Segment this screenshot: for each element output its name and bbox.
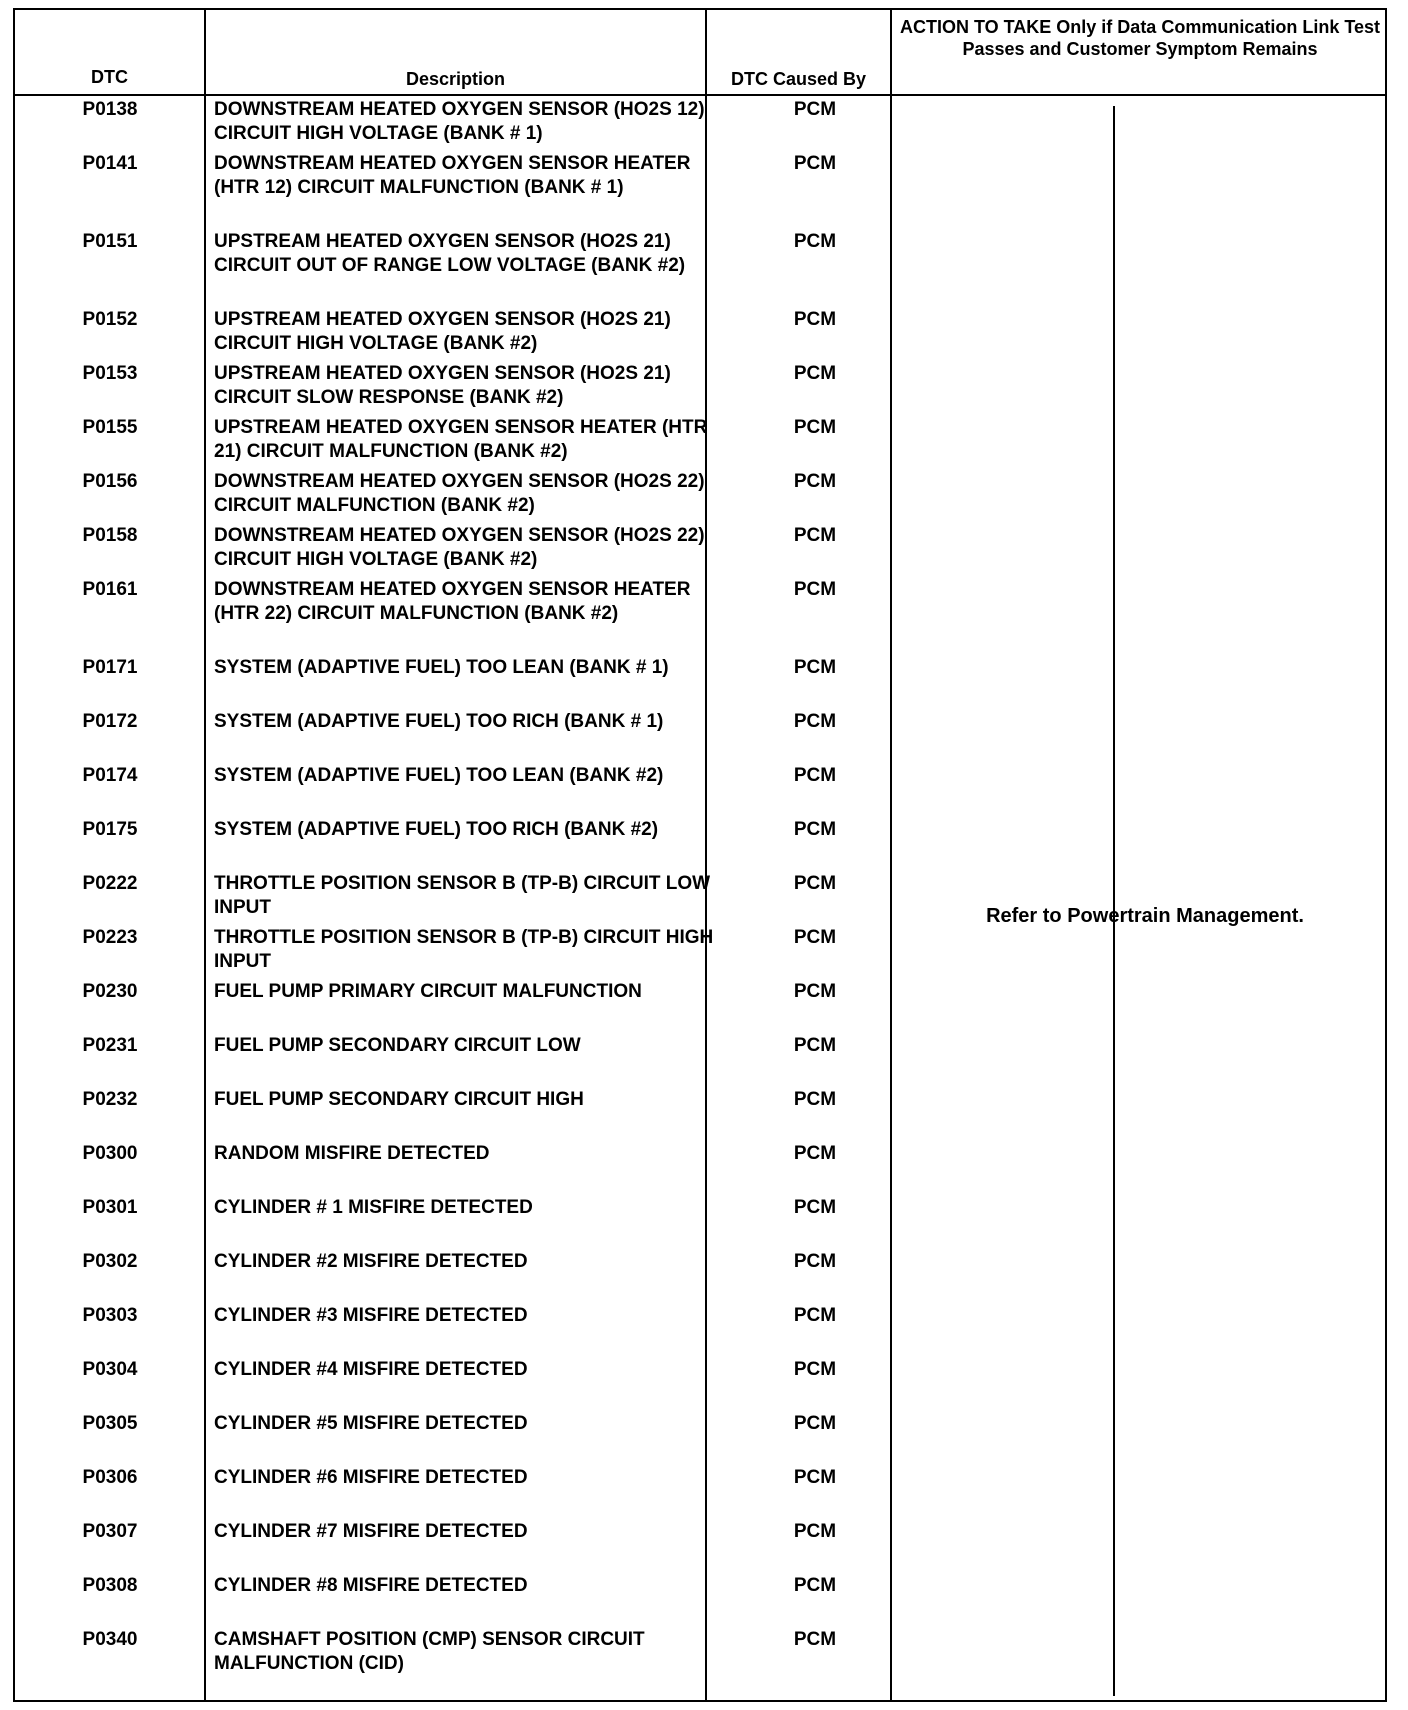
- dtc-code: P0138: [82, 99, 138, 120]
- dtc-code: P0151: [82, 231, 138, 252]
- dtc-code: P0302: [82, 1251, 138, 1272]
- dtc-description: UPSTREAM HEATED OXYGEN SENSOR (HO2S 21) CIRCUIT SLOW RESPONSE (BANK #2): [214, 363, 671, 408]
- dtc-code: P0153: [82, 363, 138, 384]
- dtc-caused-by: PCM: [793, 363, 837, 384]
- dtc-caused-by: PCM: [793, 1251, 837, 1272]
- dtc-description: THROTTLE POSITION SENSOR B (TP-B) CIRCUIT LOW INPUT: [214, 873, 711, 918]
- header-caused-by: DTC Caused By: [730, 69, 867, 89]
- dtc-caused-by: PCM: [793, 1467, 837, 1488]
- dtc-description: DOWNSTREAM HEATED OXYGEN SENSOR (HO2S 22) CIRCUIT MALFUNCTION (BANK #2): [214, 471, 705, 516]
- dtc-description: CYLINDER #4 MISFIRE DETECTED: [214, 1359, 528, 1380]
- dtc-caused-by: PCM: [793, 711, 837, 732]
- header-description: Description: [405, 69, 506, 89]
- dtc-caused-by: PCM: [793, 309, 837, 330]
- dtc-description: CYLINDER # 1 MISFIRE DETECTED: [214, 1197, 533, 1218]
- dtc-caused-by: PCM: [793, 873, 837, 894]
- dtc-description: FUEL PUMP SECONDARY CIRCUIT LOW: [214, 1035, 581, 1056]
- dtc-caused-by: PCM: [793, 1629, 837, 1650]
- dtc-caused-by: PCM: [793, 1089, 837, 1110]
- dtc-code: P0175: [82, 819, 138, 840]
- dtc-code: P0172: [82, 711, 138, 732]
- header-divider: [15, 94, 1385, 96]
- dtc-caused-by: PCM: [793, 1521, 837, 1542]
- dtc-code: P0174: [82, 765, 138, 786]
- dtc-description: SYSTEM (ADAPTIVE FUEL) TOO RICH (BANK # 1): [214, 711, 664, 732]
- dtc-description: SYSTEM (ADAPTIVE FUEL) TOO LEAN (BANK # 1): [214, 657, 669, 678]
- dtc-description: UPSTREAM HEATED OXYGEN SENSOR (HO2S 21) CIRCUIT HIGH VOLTAGE (BANK #2): [214, 309, 671, 354]
- dtc-caused-by: PCM: [793, 153, 837, 174]
- dtc-caused-by: PCM: [793, 657, 837, 678]
- dtc-caused-by: PCM: [793, 1413, 837, 1434]
- dtc-description: RANDOM MISFIRE DETECTED: [214, 1143, 490, 1164]
- dtc-description: DOWNSTREAM HEATED OXYGEN SENSOR (HO2S 22) CIRCUIT HIGH VOLTAGE (BANK #2): [214, 525, 705, 570]
- dtc-caused-by: PCM: [793, 1575, 837, 1596]
- dtc-description: CYLINDER #6 MISFIRE DETECTED: [214, 1467, 528, 1488]
- dtc-code: P0305: [82, 1413, 138, 1434]
- dtc-description: FUEL PUMP PRIMARY CIRCUIT MALFUNCTION: [214, 981, 642, 1002]
- action-text: Refer to Powertrain Management.: [986, 905, 1304, 927]
- dtc-description: CYLINDER #3 MISFIRE DETECTED: [214, 1305, 528, 1326]
- dtc-code: P0223: [82, 927, 138, 948]
- dtc-code: P0307: [82, 1521, 138, 1542]
- dtc-description: SYSTEM (ADAPTIVE FUEL) TOO LEAN (BANK #2): [214, 765, 664, 786]
- dtc-description: DOWNSTREAM HEATED OXYGEN SENSOR HEATER (HTR 12) CIRCUIT MALFUNCTION (BANK # 1): [214, 153, 691, 198]
- dtc-description: CAMSHAFT POSITION (CMP) SENSOR CIRCUIT MALFUNCTION (CID): [214, 1629, 645, 1674]
- dtc-code: P0161: [82, 579, 138, 600]
- dtc-caused-by: PCM: [793, 231, 837, 252]
- dtc-description: DOWNSTREAM HEATED OXYGEN SENSOR HEATER (HTR 22) CIRCUIT MALFUNCTION (BANK #2): [214, 579, 691, 624]
- dtc-description: CYLINDER #2 MISFIRE DETECTED: [214, 1251, 528, 1272]
- dtc-caused-by: PCM: [793, 1143, 837, 1164]
- dtc-caused-by: PCM: [793, 525, 837, 546]
- dtc-caused-by: PCM: [793, 579, 837, 600]
- dtc-caused-by: PCM: [793, 1359, 837, 1380]
- dtc-caused-by: PCM: [793, 981, 837, 1002]
- dtc-code: P0141: [82, 153, 138, 174]
- dtc-caused-by: PCM: [793, 819, 837, 840]
- dtc-code: P0156: [82, 471, 138, 492]
- dtc-code: P0300: [82, 1143, 138, 1164]
- dtc-code: P0158: [82, 525, 138, 546]
- dtc-code: P0304: [82, 1359, 138, 1380]
- action-column-divider: [1113, 106, 1115, 1696]
- dtc-description: THROTTLE POSITION SENSOR B (TP-B) CIRCUIT HIGH INPUT: [214, 927, 714, 972]
- dtc-code: P0303: [82, 1305, 138, 1326]
- dtc-description: DOWNSTREAM HEATED OXYGEN SENSOR (HO2S 12) CIRCUIT HIGH VOLTAGE (BANK # 1): [214, 99, 705, 144]
- column-divider: [890, 10, 892, 1700]
- dtc-table: [13, 8, 1387, 1702]
- dtc-code: P0171: [82, 657, 138, 678]
- dtc-caused-by: PCM: [793, 417, 837, 438]
- dtc-description: CYLINDER #5 MISFIRE DETECTED: [214, 1413, 528, 1434]
- dtc-caused-by: PCM: [793, 1305, 837, 1326]
- dtc-description: SYSTEM (ADAPTIVE FUEL) TOO RICH (BANK #2): [214, 819, 659, 840]
- column-divider: [204, 10, 206, 1700]
- dtc-caused-by: PCM: [793, 1035, 837, 1056]
- dtc-caused-by: PCM: [793, 1197, 837, 1218]
- dtc-code: P0231: [82, 1035, 138, 1056]
- dtc-code: P0222: [82, 873, 138, 894]
- dtc-code: P0152: [82, 309, 138, 330]
- dtc-caused-by: PCM: [793, 765, 837, 786]
- dtc-caused-by: PCM: [793, 99, 837, 120]
- dtc-caused-by: PCM: [793, 927, 837, 948]
- dtc-description: UPSTREAM HEATED OXYGEN SENSOR HEATER (HTR 21) CIRCUIT MALFUNCTION (BANK #2): [214, 417, 708, 462]
- dtc-code: P0306: [82, 1467, 138, 1488]
- dtc-description: FUEL PUMP SECONDARY CIRCUIT HIGH: [214, 1089, 584, 1110]
- dtc-code: P0308: [82, 1575, 138, 1596]
- dtc-code: P0340: [82, 1629, 138, 1650]
- dtc-code: P0230: [82, 981, 138, 1002]
- dtc-description: UPSTREAM HEATED OXYGEN SENSOR (HO2S 21) CIRCUIT OUT OF RANGE LOW VOLTAGE (BANK #2): [214, 231, 686, 276]
- dtc-description: CYLINDER #7 MISFIRE DETECTED: [214, 1521, 528, 1542]
- dtc-code: P0155: [82, 417, 138, 438]
- dtc-description: CYLINDER #8 MISFIRE DETECTED: [214, 1575, 528, 1596]
- header-dtc: DTC: [91, 67, 128, 87]
- dtc-code: P0301: [82, 1197, 138, 1218]
- header-action: ACTION TO TAKE Only if Data Communication Link Test Passes and Customer Symptom Remains: [899, 17, 1381, 59]
- dtc-caused-by: PCM: [793, 471, 837, 492]
- dtc-code: P0232: [82, 1089, 138, 1110]
